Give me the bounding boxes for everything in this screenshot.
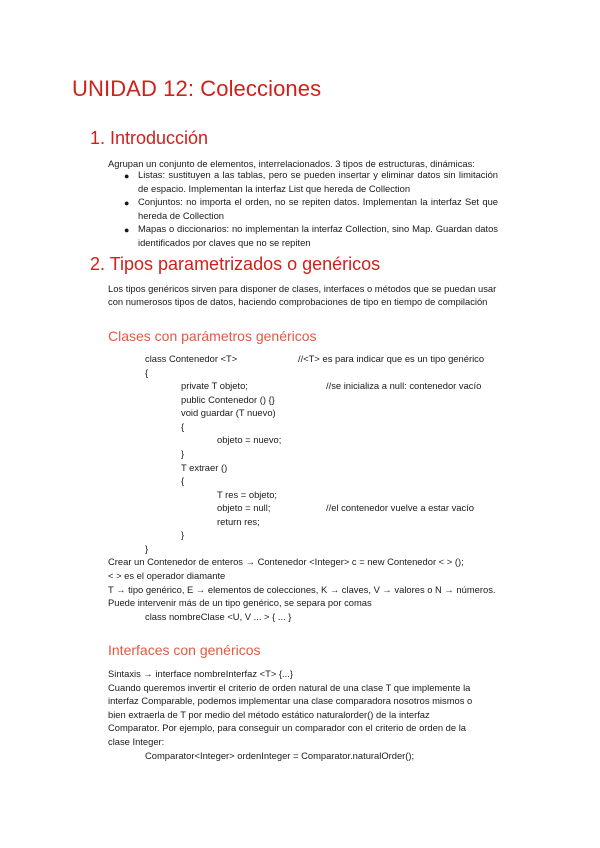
code-line: class Contenedor <T> [145,353,238,364]
code-line: T extraer () [181,462,228,473]
paragraph-line: interfaz Comparable, podemos implementar una clase comparadora nosotros mismos o [108,695,473,706]
bullet-icon: ● [124,171,130,181]
list-item: Mapas o diccionarios: no implementan la interfaz Collection, sino Map. Guardan datos identificados por claves que no se repiten [138,223,498,248]
subheading-clases-genericas: Clases con parámetros genéricos [108,328,317,344]
paragraph-line: < > es el operador diamante [108,570,226,581]
paragraph-line: Sintaxis → interface nombreInterfaz <T> {...} [108,668,293,679]
bullet-icon: ● [124,225,130,235]
code-line: { [145,367,149,378]
code-line: Comparator<Integer> ordenInteger = Comparator.naturalOrder(); [145,750,415,761]
code-line: } [145,543,149,554]
paragraph-line: bien extraerla de T por medio del método estático naturalorder() de la interfaz [108,709,430,720]
code-line: } [181,448,185,459]
code-comment: //el contenedor vuelve a estar vacío [326,502,475,513]
paragraph-line: Cuando queremos invertir el criterio de orden natural de una clase T que implemente la [108,682,471,693]
code-comment: //se inicializa a null: contenedor vacío [326,380,482,391]
paragraph-line: Puede intervenir más de un tipo genérico, se separa por comas [108,597,372,608]
code-line: { [181,421,185,432]
code-line: private T objeto; [181,380,248,391]
paragraph-line: clase Integer: [108,736,165,747]
section-heading-introduccion: 1. Introducción [90,128,209,148]
section-heading-genericos: 2. Tipos parametrizados o genéricos [90,254,381,274]
code-comment: //<T> es para indicar que es un tipo genérico [298,353,485,364]
code-line: T res = objeto; [217,489,278,500]
code-line: public Contenedor () {} [181,394,275,405]
page-title: UNIDAD 12: Colecciones [72,76,322,101]
genericos-intro-line: con numerosos tipos de datos, haciendo comprobaciones de tipo en tiempo de compilación [108,296,488,307]
paragraph-line: Comparator. Por ejemplo, para conseguir un comparador con el criterio de orden de la [108,722,467,733]
genericos-intro-line: Los tipos genéricos sirven para disponer de clases, interfaces o métodos que se puedan usar [108,283,497,294]
list-item: Listas: sustituyen a las tablas, pero se pueden insertar y eliminar datos sin limitación de espacio. Implementan la interfaz List que hereda de Collection [138,169,498,194]
code-line: } [181,529,185,540]
code-line: class nombreClase <U, V ... > { ... } [145,611,292,622]
code-line: objeto = null; [217,502,271,513]
paragraph-line: T → tipo genérico, E → elementos de colecciones, K → claves, V → valores o N → números. [108,584,496,595]
bullet-icon: ● [124,198,130,208]
intro-paragraph: Agrupan un conjunto de elementos, interrelacionados. 3 tipos de estructuras, dinámicas: [108,158,475,169]
subheading-interfaces-genericas: Interfaces con genéricos [108,642,261,658]
code-line: { [181,475,185,486]
code-line: void guardar (T nuevo) [181,407,276,418]
paragraph-line: Crear un Contenedor de enteros → Contenedor <Integer> c = new Contenedor < > (); [108,556,464,567]
code-line: return res; [217,516,260,527]
code-line: objeto = nuevo; [217,434,282,445]
list-item: Conjuntos: no importa el orden, no se repiten datos. Implementan la interfaz Set que hereda de Collection [138,196,498,221]
